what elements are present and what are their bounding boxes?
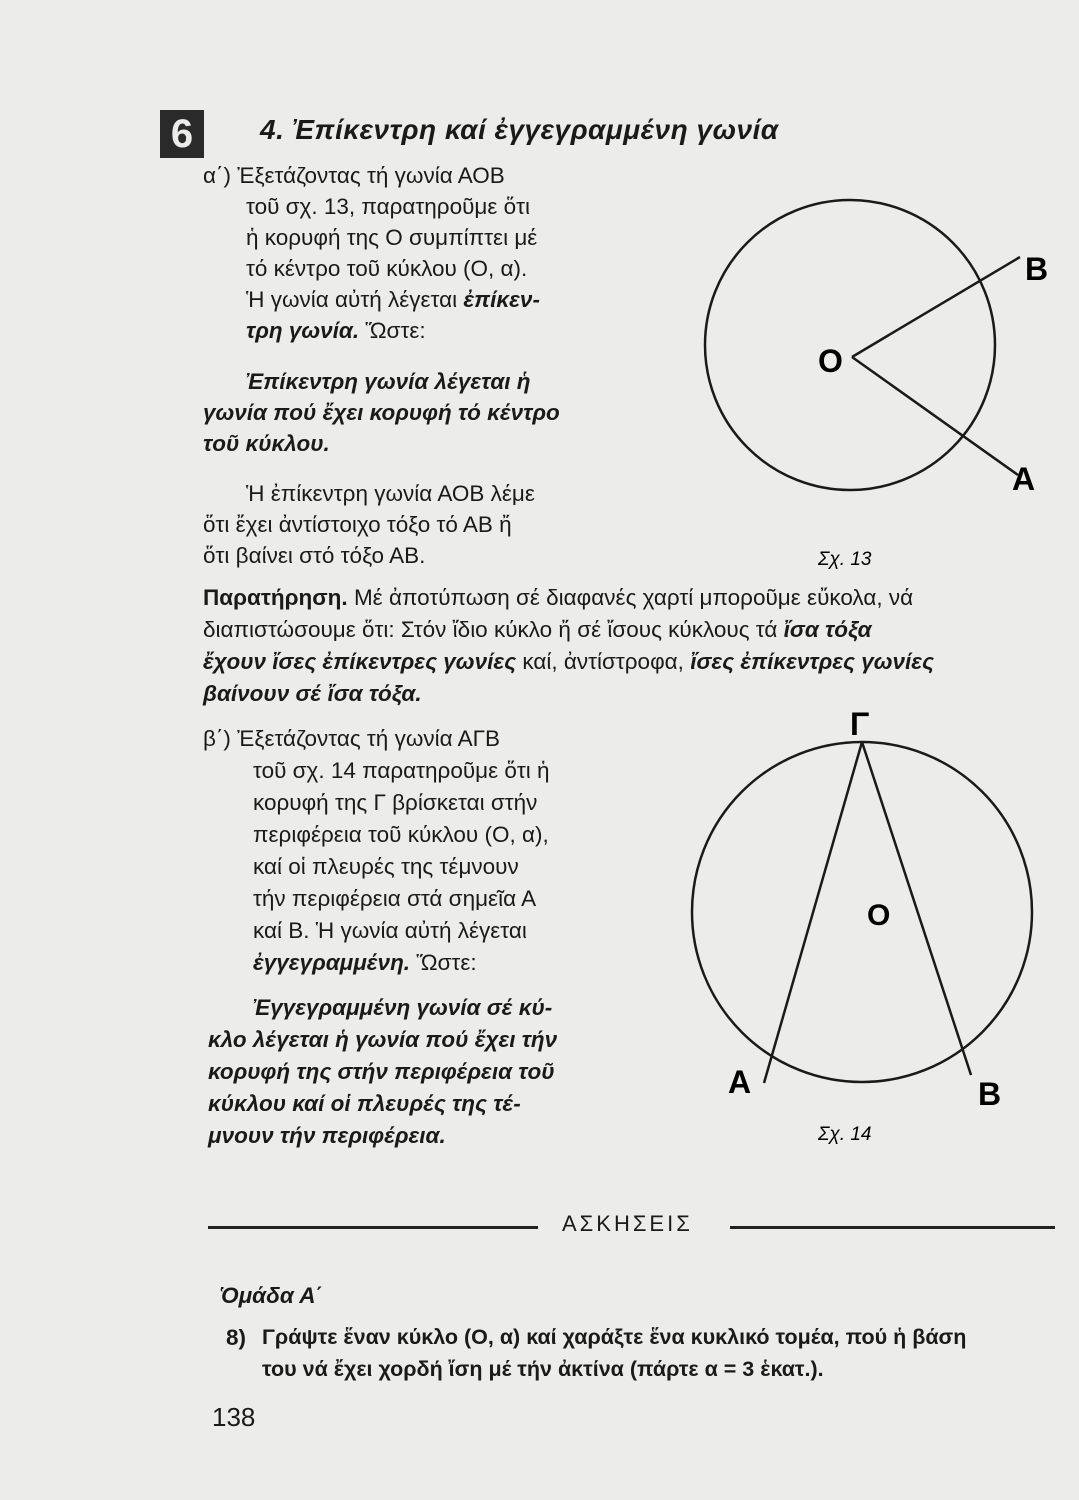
exercise-number: 8) <box>226 1325 247 1350</box>
fig13-circle <box>705 200 995 490</box>
term-epikentri-1: ἐπίκεν- <box>463 287 540 312</box>
remark-line-1 <box>203 582 913 613</box>
part-b-line-2: τοῦ σχ. 14 παρατηροῦμε ὅτι ἡ <box>253 758 550 783</box>
fig14-label-vertex: Γ <box>850 706 870 742</box>
part-b-line-3: κορυφή της Γ βρίσκεται στήν <box>253 790 538 815</box>
fig13-label-b: Β <box>1025 251 1049 287</box>
part-a-follow-2: ὅτι ἔχει ἀντίστοιχο τόξο τό ΑΒ ἤ <box>203 512 512 537</box>
part-a-line-2: τοῦ σχ. 13, παρατηροῦμε ὅτι <box>246 194 531 219</box>
part-a-follow-1: Ἡ ἐπίκεντρη γωνία ΑΟΒ λέμε <box>246 481 535 506</box>
fig14-chord-ga <box>764 742 862 1083</box>
remark-line-2-text: διαπιστώσουμε ὅτι: Στόν ἴδιο κύκλο ἤ σέ ἴσους κύκλους τά <box>203 617 778 642</box>
definition-a-line-1: Ἐπίκεντρη γωνία λέγεται ἡ <box>246 369 531 394</box>
remark-line-4: βαίνουν σέ ἴσα τόξα. <box>203 681 422 706</box>
figure-13 <box>640 185 1060 585</box>
fig14-label-b: Β <box>978 1076 1002 1112</box>
part-b-line-8 <box>253 947 477 978</box>
exercise-8-line-1: Γράψτε ἕναν κύκλο (Ο, α) καί χαράξτε ἕνα κυκλικό τομέα, πού ἡ βάση <box>262 1325 967 1349</box>
exercises-rule-right <box>730 1226 1055 1229</box>
fig14-label-a: Α <box>728 1064 752 1100</box>
fig14-label-center: Ο <box>867 899 891 932</box>
remark-line-3-emph2: ἴσες ἐπίκεντρες γωνίες <box>690 649 935 674</box>
definition-b-line-2: κλο λέγεται ἡ γωνία πού ἔχει τήν <box>208 1027 558 1052</box>
part-b-line-5: καί οἱ πλευρές της τέμνουν <box>253 854 519 879</box>
part-a-follow-3: ὅτι βαίνει στό τόξο ΑΒ. <box>203 543 426 568</box>
figure-14 <box>680 700 1060 1150</box>
part-a-line-5 <box>246 284 540 315</box>
definition-a-line-3: τοῦ κύκλου. <box>203 431 330 456</box>
part-a-line-6 <box>246 315 426 346</box>
part-b-line-1: β΄) Ἐξετάζοντας τή γωνία ΑΓΒ <box>203 726 501 751</box>
exercises-rule-left <box>208 1226 538 1229</box>
part-b-line-4: περιφέρεια τοῦ κύκλου (Ο, α), <box>253 822 549 847</box>
definition-b-line-3: κορυφή της στήν περιφέρεια τοῦ <box>208 1059 555 1084</box>
term-epikentri-2: τρη γωνία. <box>246 318 360 343</box>
part-a-line-5-text: Ἡ γωνία αὐτή λέγεται <box>246 287 458 312</box>
remark-line-2-emph: ἴσα τόξα <box>783 617 872 642</box>
fig13-label-center: Ο <box>818 343 843 379</box>
definition-b-line-1: Ἐγγεγραμμένη γωνία σέ κύ- <box>253 995 553 1020</box>
remark-line-1-text: Μέ ἀποτύπωση σέ διαφανές χαρτί μποροῦμε εὔκολα, νά <box>353 585 914 610</box>
exercise-group: Ὁμάδα Α΄ <box>220 1283 323 1308</box>
part-b-line-6: τήν περιφέρεια στά σημεῖα Α <box>253 886 537 911</box>
part-b-line-7: καί Β. Ἡ γωνία αὐτή λέγεται <box>253 918 527 943</box>
chapter-number-badge: 6 <box>160 110 204 158</box>
fig14-caption: Σχ. 14 <box>818 1124 872 1145</box>
remark-line-2 <box>203 614 872 645</box>
part-a-line-3: ἡ κορυφή της Ο συμπίπτει μέ <box>246 225 538 250</box>
exercises-heading: ΑΣΚΗΣΕΙΣ <box>562 1211 693 1236</box>
fig14-circle <box>692 742 1032 1082</box>
section-title: 4. Ἐπίκεντρη καί ἐγγεγραμμένη γωνία <box>260 114 779 145</box>
definition-b-line-4: κύκλου καί οἱ πλευρές της τέ- <box>208 1091 521 1116</box>
fig13-label-a: Α <box>1012 461 1036 497</box>
remark-line-3 <box>203 646 934 677</box>
page-number: 138 <box>212 1402 256 1432</box>
remark-line-3-text: καί, ἀντίστροφα, <box>522 649 684 674</box>
part-a-hoste: Ὥστε: <box>365 318 426 343</box>
exercise-8-line-2: του νά ἔχει χορδή ἴση μέ τήν ἀκτίνα (πάρτε α = 3 ἑκατ.). <box>262 1357 824 1381</box>
term-engegrammeni: ἐγγεγραμμένη. <box>253 950 411 975</box>
remark-label: Παρατήρηση. <box>203 585 348 610</box>
part-a-line-1: α΄) Ἐξετάζοντας τή γωνία ΑΟΒ <box>203 163 505 188</box>
part-a-line-4: τό κέντρο τοῦ κύκλου (Ο, α). <box>246 256 528 281</box>
fig13-caption: Σχ. 13 <box>818 549 872 570</box>
definition-b-line-5: μνουν τήν περιφέρεια. <box>208 1123 446 1148</box>
definition-a-line-2: γωνία πού ἔχει κορυφή τό κέντρο <box>203 400 560 425</box>
remark-line-3-emph: ἔχουν ἴσες ἐπίκεντρες γωνίες <box>203 649 517 674</box>
part-b-hoste: Ὥστε: <box>416 950 477 975</box>
